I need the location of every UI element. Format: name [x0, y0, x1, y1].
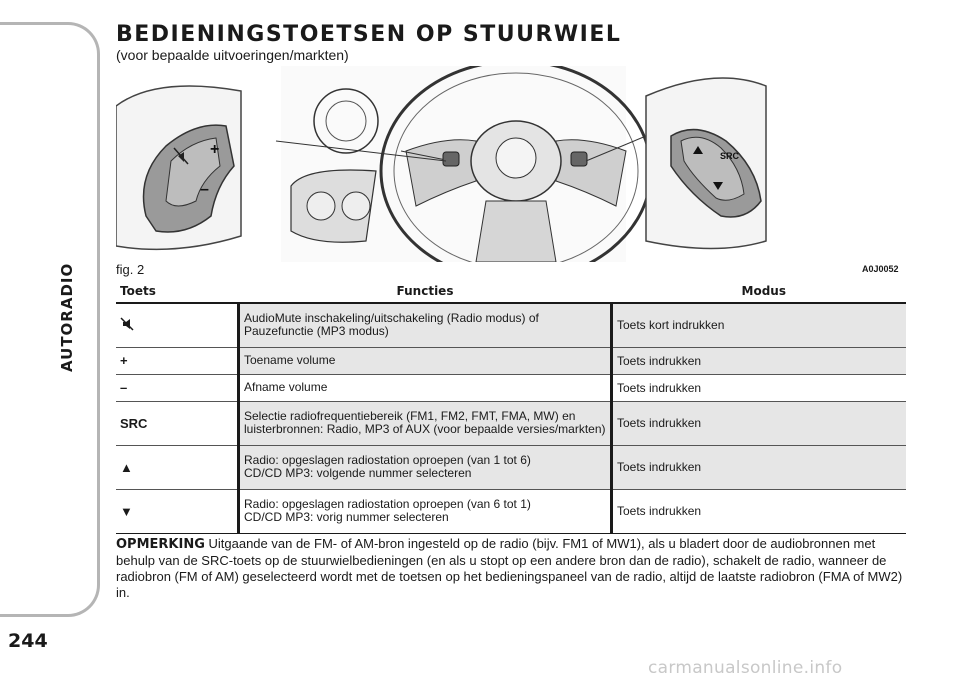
function-line: Radio: opgeslagen radiostation oproepen (van 6 tot 1) — [244, 497, 531, 511]
minus-label: – — [200, 181, 209, 198]
header-key: Toets — [116, 280, 239, 303]
mode-cell: Toets kort indrukken — [612, 303, 907, 347]
right-control-inset — [646, 78, 766, 249]
function-line: Selectie radiofrequentiebereik (FM1, FM2, FMT, FMA, MW) en — [244, 409, 576, 423]
figure-code: A0J0052 — [862, 264, 899, 274]
key-cell — [116, 489, 239, 533]
mode-cell: Toets indrukken — [612, 445, 907, 489]
key-cell: – — [116, 374, 239, 401]
page-subtitle: (voor bepaalde uitvoeringen/markten) — [116, 47, 349, 63]
function-cell — [239, 401, 612, 445]
table-header-row — [116, 280, 906, 303]
note-text: Uitgaande van de FM- of AM-bron ingesteld op de radio (bijv. FM1 of MW1), als u bladert door de audiobronnen met behulp van de SRC-toets op de stuurwielbedieningen (en als u stopt op een andere bron dan de radio), schakelt de radio, wanneer de radiobron (FM of AM) geselecteerd wordt met de toetsen op het bedieningspaneel van de radio, altijd de laatste radiobron (FMA of MW2) in. — [116, 536, 903, 600]
table-row — [116, 347, 906, 374]
table-row — [116, 489, 906, 533]
controls-table — [116, 280, 906, 534]
up-arrow-icon: ▲ — [120, 459, 133, 475]
note-paragraph — [116, 536, 906, 601]
section-label: AUTORADIO — [58, 262, 76, 372]
function-line: CD/CD MP3: vorig nummer selecteren — [244, 510, 449, 524]
header-mode: Modus — [612, 280, 907, 303]
side-tab — [0, 22, 100, 617]
dashboard-center — [276, 66, 651, 262]
page-number: 244 — [8, 630, 48, 652]
plus-label: + — [210, 141, 220, 158]
key-cell: + — [116, 347, 239, 374]
left-control-inset — [116, 86, 241, 249]
figure-caption: fig. 2 — [116, 262, 145, 277]
mode-cell: Toets indrukken — [612, 401, 907, 445]
function-cell — [239, 489, 612, 533]
table-row — [116, 401, 906, 445]
page-title: BEDIENINGSTOETSEN OP STUURWIEL — [116, 22, 622, 47]
mode-cell: Toets indrukken — [612, 374, 907, 401]
watermark: carmanualsonline.info — [648, 658, 843, 678]
steering-wheel-illustration — [116, 66, 906, 262]
header-function: Functies — [239, 280, 612, 303]
function-line: Radio: opgeslagen radiostation oproepen (van 1 tot 6) — [244, 453, 531, 467]
key-cell — [116, 303, 239, 347]
table-row — [116, 303, 906, 347]
function-line: Pauzefunctie (MP3 modus) — [244, 324, 389, 339]
function-cell: Afname volume — [239, 374, 612, 401]
function-line: CD/CD MP3: volgende nummer selecteren — [244, 466, 472, 480]
function-cell — [239, 445, 612, 489]
function-cell: Toename volume — [239, 347, 612, 374]
note-label: OPMERKING — [116, 537, 205, 552]
table-row — [116, 445, 906, 489]
down-arrow-icon: ▼ — [120, 503, 133, 519]
mute-icon — [120, 317, 134, 331]
table-row — [116, 374, 906, 401]
function-line: AudioMute inschakeling/uitschakeling (Radio modus) of — [244, 311, 539, 326]
key-cell: SRC — [116, 401, 239, 445]
mode-cell: Toets indrukken — [612, 489, 907, 533]
key-cell — [116, 445, 239, 489]
mode-cell: Toets indrukken — [612, 347, 907, 374]
src-label: SRC — [720, 151, 740, 161]
function-cell — [239, 303, 612, 347]
function-line: luisterbronnen: Radio, MP3 of AUX (voor bepaalde versies/markten) — [244, 422, 606, 436]
